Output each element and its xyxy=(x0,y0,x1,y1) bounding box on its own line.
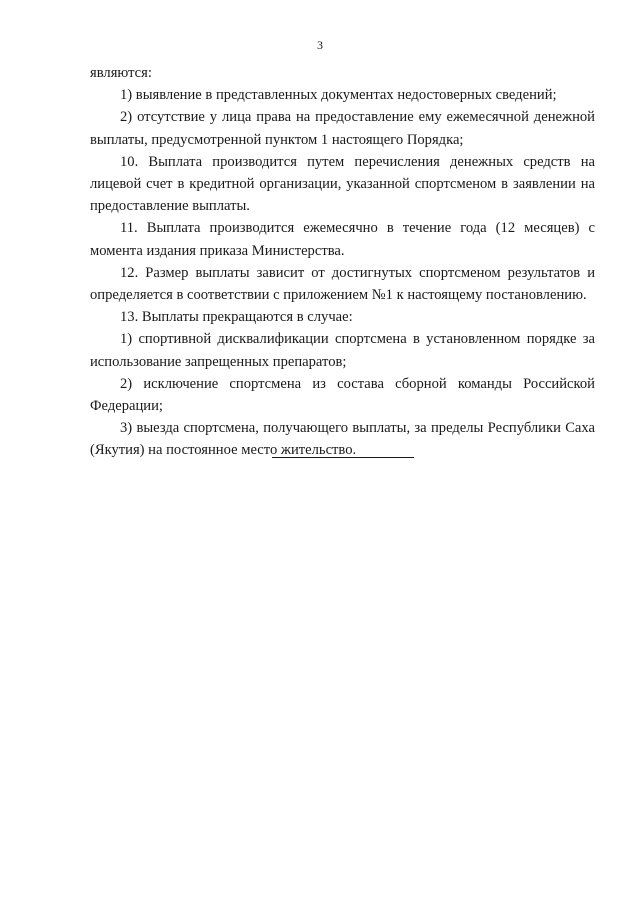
paragraph-continuation: являются: xyxy=(90,65,152,81)
list-item-2: 2) отсутствие у лица права на предоставление ему ежемесячной денежной выплаты, предусмотренной пунктом 1 настоящего Порядка; xyxy=(90,109,595,148)
end-of-document-rule xyxy=(272,457,414,458)
document-body xyxy=(90,62,595,462)
list-item-3: 3) выезда спортсмена, получающего выплаты, за пределы Республики Саха (Якутия) на постоянное место жительство. xyxy=(90,420,595,459)
page-number: 3 xyxy=(317,38,323,52)
list-item-1: 1) спортивной дисквалификации спортсмена в установленном порядке за использование запрещенных препаратов; xyxy=(90,331,595,370)
paragraph-12: 12. Размер выплаты зависит от достигнутых спортсменом результатов и определяется в соответствии с приложением №1 к настоящему постановлению. xyxy=(90,264,595,304)
list-item-1: 1) выявление в представленных документах недостоверных сведений; xyxy=(120,87,557,104)
paragraph-10: 10. Выплата производится путем перечисления денежных средств на лицевой счет в кредитной организации, указанной спортсменом в заявлении на предоставление выплаты. xyxy=(90,153,595,215)
list-item-2: 2) исключение спортсмена из состава сборной команды Российской Федерации; xyxy=(90,375,595,415)
paragraph-11: 11. Выплата производится ежемесячно в течение года (12 месяцев) с момента издания приказа Министерства. xyxy=(90,220,595,259)
paragraph-13: 13. Выплаты прекращаются в случае: xyxy=(120,309,353,326)
